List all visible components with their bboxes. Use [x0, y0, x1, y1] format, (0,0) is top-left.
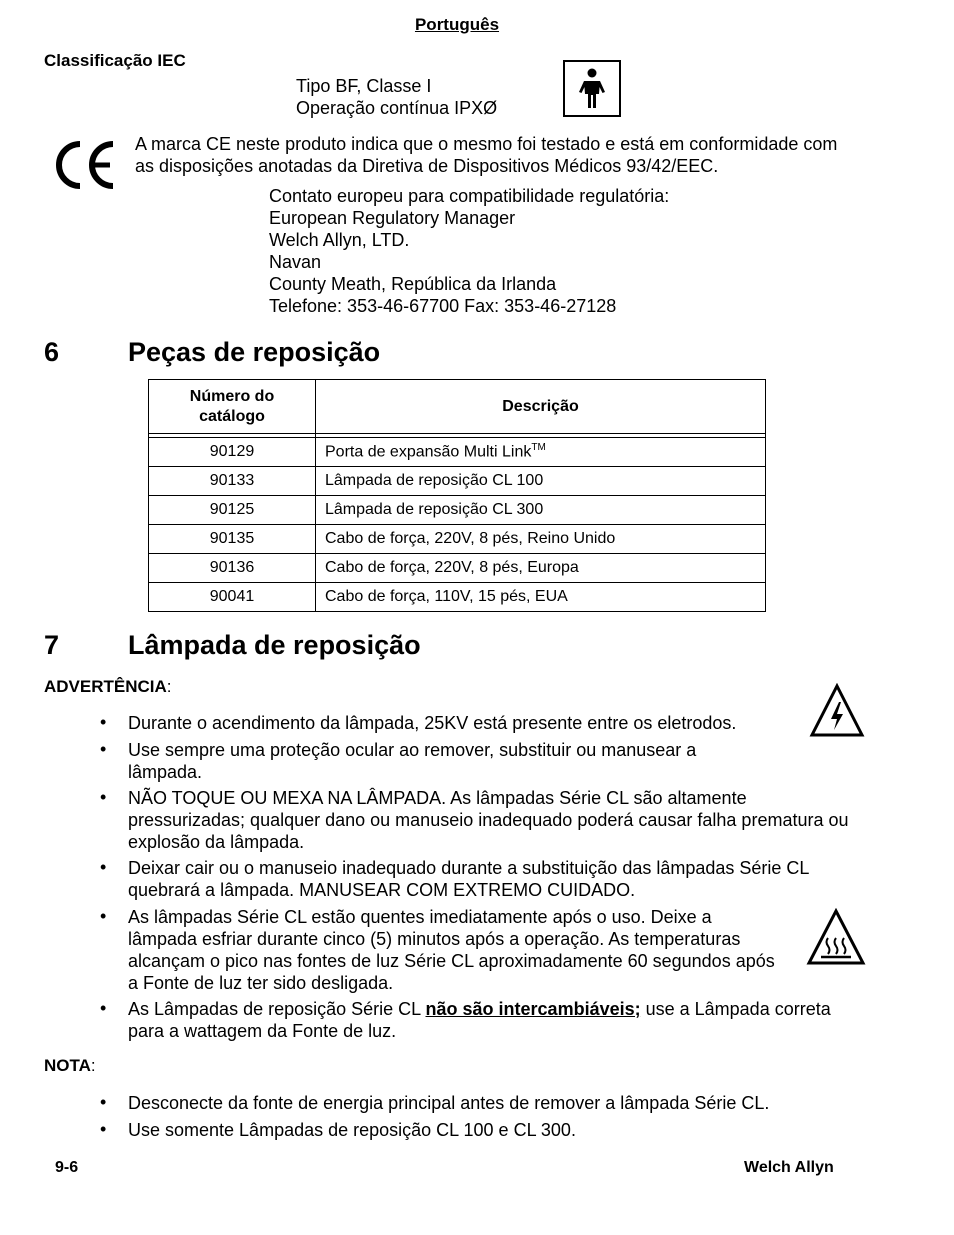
ce-mark-icon: [50, 138, 118, 192]
warning-heading: [44, 677, 172, 697]
bullet-marker: •: [100, 906, 107, 926]
section-7-title: Lâmpada de reposição: [128, 630, 421, 660]
high-voltage-warning-icon: [809, 683, 865, 738]
bullet-marker: •: [100, 712, 107, 732]
note-colon: :: [90, 1056, 96, 1075]
table-row: [149, 496, 766, 525]
description-cell: Lâmpada de reposição CL 100: [316, 467, 766, 496]
section-7-number: 7: [44, 630, 60, 660]
warning-bullet-2: Use sempre uma proteção ocular ao remover, substituir ou manusear a lâmpada.: [128, 740, 697, 782]
table-row: [149, 583, 766, 612]
hot-surface-warning-icon: [806, 908, 866, 966]
note-label: NOTA: [44, 1056, 91, 1075]
description-cell: Cabo de força, 220V, 8 pés, Reino Unido: [316, 525, 766, 554]
ce-text-line-1: A marca CE neste produto indica que o mesmo foi testado e está em conformidade com: [135, 134, 838, 154]
note-bullet-1: Desconecte da fonte de energia principal antes de remover a lâmpada Série CL.: [128, 1093, 770, 1113]
footer-brand: Welch Allyn: [744, 1159, 834, 1176]
table-row: [149, 467, 766, 496]
contact-line: County Meath, República da Irlanda: [269, 274, 557, 294]
warning-colon: :: [166, 677, 172, 696]
contact-line: Navan: [269, 252, 322, 272]
contact-line: Welch Allyn, LTD.: [269, 230, 410, 250]
contact-line: Contato europeu para compatibilidade regulatória:: [269, 186, 670, 206]
catalog-cell: 90135: [149, 525, 316, 554]
type-bf-person-icon: [563, 60, 621, 117]
warning-bullet-1: Durante o acendimento da lâmpada, 25KV está presente entre os eletrodos.: [128, 713, 737, 733]
catalog-cell: 90041: [149, 583, 316, 612]
bullet-marker: •: [100, 1092, 107, 1112]
note-bullet-2: Use somente Lâmpadas de reposição CL 100 e CL 300.: [128, 1120, 576, 1140]
ce-text-line-2: as disposições anotadas da Diretiva de Dispositivos Médicos 93/42/EEC.: [135, 156, 719, 176]
warning-label: ADVERTÊNCIA: [44, 677, 167, 696]
iec-line-1: Tipo BF, Classe I: [296, 76, 432, 96]
warning-bullet-5: As lâmpadas Série CL estão quentes imediatamente após o uso. Deixe a lâmpada esfriar durante cinco (5) minutos após a operação. As temperaturas alcançam o pico nas fontes de luz Série CL aproximadamente 60 segundos após a Fonte de luz ter sido desligada.: [128, 907, 775, 993]
note-heading: [44, 1056, 96, 1076]
catalog-header-line-2: catálogo: [199, 407, 265, 425]
bullet-marker: •: [100, 998, 107, 1018]
bullet-marker: •: [100, 857, 107, 877]
catalog-column-header: [149, 380, 316, 434]
contact-line: Telefone: 353-46-67700 Fax: 353-46-27128: [269, 296, 617, 316]
catalog-cell: 90129: [149, 438, 316, 467]
table-row: [149, 525, 766, 554]
iec-label: Classificação IEC: [44, 51, 186, 70]
table-row: [149, 438, 766, 467]
description-cell: Porta de expansão Multi Link™: [316, 438, 766, 467]
table-row: [149, 554, 766, 583]
bullet-marker: •: [100, 787, 107, 807]
catalog-cell: 90125: [149, 496, 316, 525]
warning-bullet-3: NÃO TOQUE OU MEXA NA LÂMPADA. As lâmpadas Série CL são altamente pressurizadas; qualquer dano ou manuseio inadequado poderá causar falha prematura ou explosão da lâmpada.: [128, 788, 849, 852]
description-cell: Cabo de força, 220V, 8 pés, Europa: [316, 554, 766, 583]
catalog-cell: 90136: [149, 554, 316, 583]
trademark-sup: TM: [531, 442, 546, 454]
catalog-header-line-1: Número do: [189, 387, 275, 405]
description-cell: Lâmpada de reposição CL 300: [316, 496, 766, 525]
contact-line: European Regulatory Manager: [269, 208, 516, 228]
table-header-row: [149, 380, 766, 434]
bullet-marker: •: [100, 739, 107, 759]
warning-bullet-4: Deixar cair ou o manuseio inadequado durante a substituição das lâmpadas Série CL quebrará a lâmpada. MANUSEAR COM EXTREMO CUIDADO.: [128, 858, 810, 900]
page-language-header: Português: [414, 15, 500, 34]
warning-bullet-6: As Lâmpadas de reposição Série CL não são intercambiáveis; use a Lâmpada correta para a wattagem da Fonte de luz.: [128, 999, 831, 1041]
bullet-marker: •: [100, 1119, 107, 1139]
page-number: 9-6: [55, 1159, 79, 1176]
replacement-parts-table: [148, 379, 766, 612]
description-column-header: Descrição: [316, 380, 766, 434]
description-cell: Cabo de força, 110V, 15 pés, EUA: [316, 583, 766, 612]
section-6-title: Peças de reposição: [128, 337, 381, 367]
catalog-cell: 90133: [149, 467, 316, 496]
iec-line-2: Operação contínua IPXØ: [296, 98, 498, 118]
section-6-number: 6: [44, 337, 60, 367]
not-interchangeable-emphasis: não são intercambiáveis;: [425, 999, 641, 1019]
